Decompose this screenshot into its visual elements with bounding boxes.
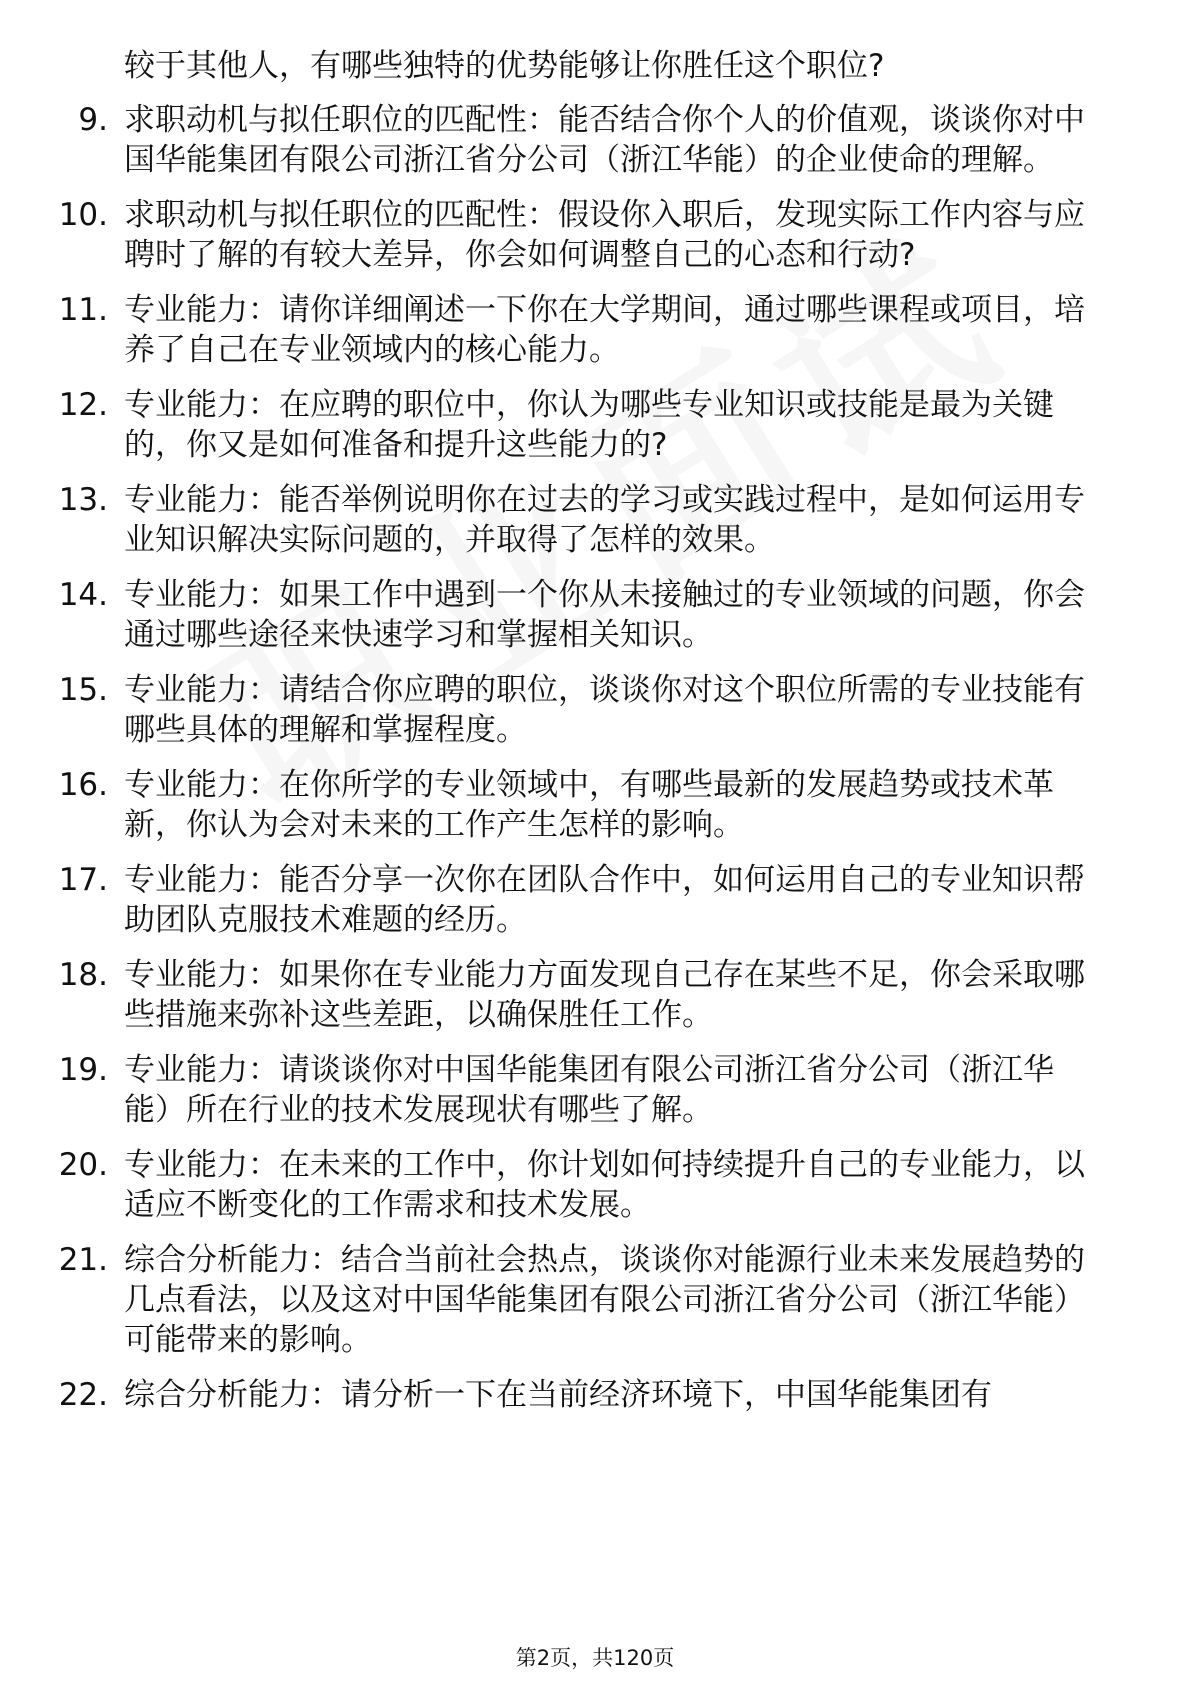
question-number: 16. xyxy=(58,767,108,803)
question-text: 综合分析能力：结合当前社会热点，谈谈你对能源行业未来发展趋势的几点看法，以及这对中国华能集团有限公司浙江省分公司（浙江华能）可能带来的影响。 xyxy=(124,1242,1085,1358)
list-item xyxy=(0,1145,1190,1225)
question-number: 19. xyxy=(58,1052,108,1088)
question-number: 15. xyxy=(58,672,108,708)
question-text: 专业能力：在应聘的职位中，你认为哪些专业知识或技能是最为关键的，你又是如何准备和提升这些能力的? xyxy=(124,387,1054,463)
question-text: 专业能力：请谈谈你对中国华能集团有限公司浙江省分公司（浙江华能）所在行业的技术发展现状有哪些了解。 xyxy=(124,1052,1054,1128)
question-number: 18. xyxy=(58,957,108,993)
question-number: 14. xyxy=(58,577,108,613)
page-footer: 第2页，共120页 xyxy=(515,1646,675,1670)
question-text: 专业能力：请结合你应聘的职位，谈谈你对这个职位所需的专业技能有哪些具体的理解和掌握程度。 xyxy=(124,672,1085,748)
question-text: 综合分析能力：请分析一下在当前经济环境下，中国华能集团有 xyxy=(124,1377,992,1413)
list-item xyxy=(0,1240,1190,1360)
question-list xyxy=(0,100,1190,1415)
question-number: 11. xyxy=(58,292,108,328)
question-number: 20. xyxy=(58,1147,108,1183)
list-item xyxy=(0,1375,1190,1415)
question-text: 专业能力：如果工作中遇到一个你从未接触过的专业领域的问题，你会通过哪些途径来快速学习和掌握相关知识。 xyxy=(124,577,1085,653)
question-text: 专业能力：请你详细阐述一下你在大学期间，通过哪些课程或项目，培养了自己在专业领域内的核心能力。 xyxy=(124,292,1085,368)
list-item xyxy=(0,575,1190,655)
question-number: 17. xyxy=(58,862,108,898)
question-number: 9. xyxy=(78,102,108,138)
question-number: 12. xyxy=(58,387,108,423)
question-number: 10. xyxy=(58,197,108,233)
list-item xyxy=(0,765,1190,845)
list-item xyxy=(0,480,1190,560)
question-number: 21. xyxy=(58,1242,108,1278)
question-number: 13. xyxy=(58,482,108,518)
question-text: 求职动机与拟任职位的匹配性：假设你入职后，发现实际工作内容与应聘时了解的有较大差异，你会如何调整自己的心态和行动? xyxy=(124,197,1085,273)
list-item xyxy=(0,670,1190,750)
list-item xyxy=(0,100,1190,180)
list-item xyxy=(0,1050,1190,1130)
list-item xyxy=(0,290,1190,370)
list-item xyxy=(0,195,1190,275)
list-item xyxy=(0,385,1190,465)
document-content xyxy=(0,46,1190,1430)
question-text: 专业能力：在你所学的专业领域中，有哪些最新的发展趋势或技术革新，你认为会对未来的工作产生怎样的影响。 xyxy=(124,767,1054,843)
question-number: 22. xyxy=(58,1377,108,1413)
question-text: 求职动机与拟任职位的匹配性：能否结合你个人的价值观，谈谈你对中国华能集团有限公司浙江省分公司（浙江华能）的企业使命的理解。 xyxy=(124,102,1085,178)
list-item xyxy=(0,860,1190,940)
question-text: 专业能力：在未来的工作中，你计划如何持续提升自己的专业能力，以适应不断变化的工作需求和技术发展。 xyxy=(124,1147,1085,1223)
list-item xyxy=(0,955,1190,1035)
question-text: 专业能力：能否举例说明你在过去的学习或实践过程中，是如何运用专业知识解决实际问题的，并取得了怎样的效果。 xyxy=(124,482,1085,558)
continuation-text: 较于其他人，有哪些独特的优势能够让你胜任这个职位? xyxy=(124,48,885,84)
question-text: 专业能力：如果你在专业能力方面发现自己存在某些不足，你会采取哪些措施来弥补这些差距，以确保胜任工作。 xyxy=(124,957,1085,1033)
question-text: 专业能力：能否分享一次你在团队合作中，如何运用自己的专业知识帮助团队克服技术难题的经历。 xyxy=(124,862,1085,938)
